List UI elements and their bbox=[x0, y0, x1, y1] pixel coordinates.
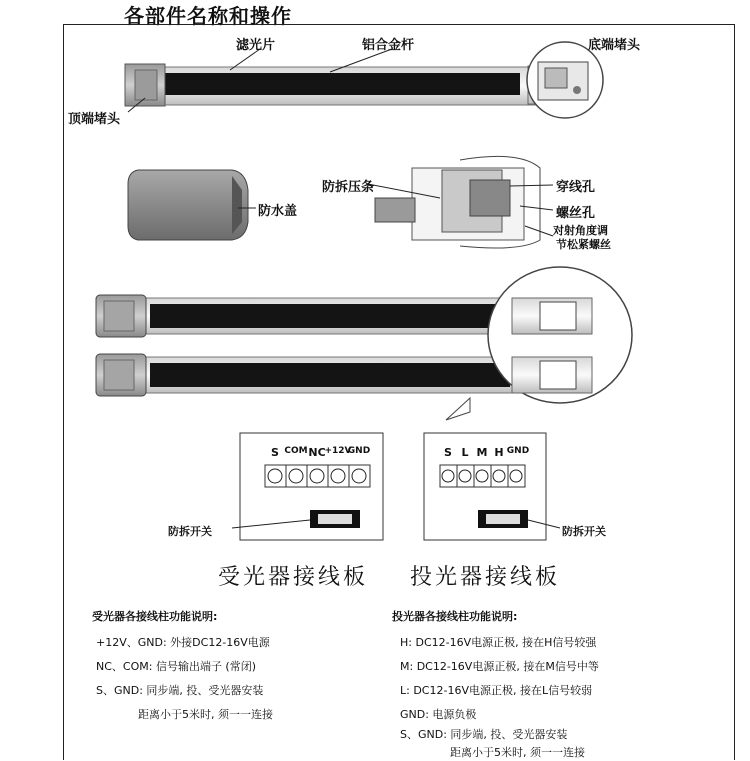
receiver-notes-heading: 受光器各接线柱功能说明: bbox=[92, 610, 218, 623]
waterproof-cover bbox=[128, 170, 256, 240]
bottom-cap-zoom bbox=[527, 42, 603, 118]
receiver-terminal-com: COM bbox=[284, 446, 308, 456]
rod-end-zoom bbox=[446, 267, 632, 420]
receiver-board-title: 受光器接线板 bbox=[218, 565, 369, 590]
transmitter-terminal-m: M bbox=[476, 446, 488, 459]
receiver-tamper-label: 防拆开关 bbox=[168, 525, 212, 538]
receiver-terminal-nc: NC bbox=[308, 446, 326, 459]
transmitter-note-line: L: DC12-16V电源正极, 接在L信号较弱 bbox=[400, 684, 593, 697]
transmitter-note-line: 距离小于5米时, 须一一连接 bbox=[450, 746, 585, 759]
angle-screw-label-line2: 节松紧螺丝 bbox=[556, 238, 611, 251]
screw-hole-label: 螺丝孔 bbox=[556, 206, 596, 221]
waterproof-cover-label: 防水盖 bbox=[258, 204, 298, 219]
rod-pair bbox=[96, 295, 518, 396]
receiver-terminal-gnd: GND bbox=[347, 446, 371, 456]
transmitter-tamper-label: 防拆开关 bbox=[562, 525, 606, 538]
transmitter-note-line: S、GND: 同步端, 投、受光器安装 bbox=[400, 728, 568, 741]
transmitter-terminal-h: H bbox=[494, 446, 504, 459]
rod-label: 铝合金杆 bbox=[362, 38, 415, 53]
transmitter-terminal-s: S bbox=[444, 446, 452, 459]
receiver-note-line: 距离小于5米时, 须一一连接 bbox=[138, 708, 273, 721]
transmitter-terminal-gnd: GND bbox=[506, 446, 530, 456]
angle-screw-label-line1: 对射角度调 bbox=[553, 224, 608, 237]
receiver-note-line: NC、COM: 信号输出端子 (常闭) bbox=[96, 660, 257, 673]
receiver-terminal-12v: +12V bbox=[324, 446, 352, 456]
transmitter-note-line: H: DC12-16V电源正极, 接在H信号较强 bbox=[400, 636, 597, 649]
transmitter-terminal-l: L bbox=[461, 446, 469, 459]
transmitter-note-line: GND: 电源负极 bbox=[400, 708, 477, 721]
mount-bracket bbox=[368, 156, 553, 248]
transmitter-notes-heading: 投光器各接线柱功能说明: bbox=[392, 610, 518, 623]
transmitter-note-line: M: DC12-16V电源正极, 接在M信号中等 bbox=[400, 660, 599, 673]
filter-label: 滤光片 bbox=[236, 38, 276, 53]
receiver-note-line: S、GND: 同步端, 投、受光器安装 bbox=[96, 684, 264, 697]
bottom-cap-label: 底端堵头 bbox=[588, 38, 641, 53]
page-title: 各部件名称和操作 bbox=[124, 4, 292, 28]
receiver-note-line: +12V、GND: 外接DC12-16V电源 bbox=[96, 636, 270, 649]
top-cap-label: 顶端堵头 bbox=[68, 112, 121, 127]
anti-tamper-strip-label: 防拆压条 bbox=[322, 180, 375, 195]
top-rod-assembly bbox=[125, 49, 592, 112]
wire-hole-label: 穿线孔 bbox=[556, 180, 596, 195]
receiver-terminal-s: S bbox=[271, 446, 279, 459]
transmitter-board-title: 投光器接线板 bbox=[410, 565, 561, 590]
